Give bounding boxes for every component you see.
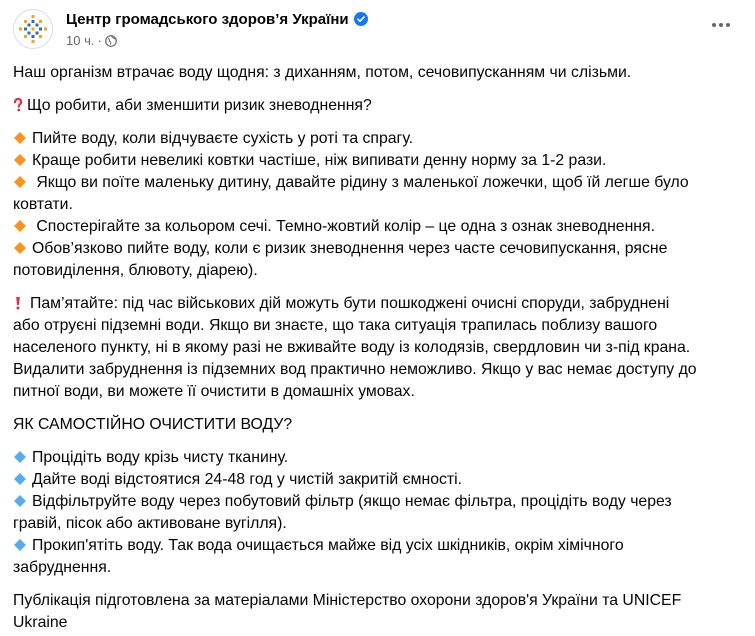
intro-text: Наш організм втрачає воду щодня: з диханням, потом, сечовипусканням чи слізьми. xyxy=(13,64,632,81)
orange-diamond-icon xyxy=(13,175,27,189)
more-options-icon[interactable] xyxy=(707,11,735,39)
blue-diamond-icon xyxy=(13,450,27,464)
post-header xyxy=(13,9,743,55)
warning-paragraph: Пам’ятайте: під час військових дій можуть бути пошкоджені очисні споруди, забруднені або отруєні підземні води. Якщо ви знаєте, що така ситуація трапилась поблизу вашого населеного пункту, ні в якому разі не вживайте воду із колодязів, свердловин чи з-під крана. Видалити забруднення із підземних вод практично неможливо. Якщо у вас немає доступу до питної води, ви можете її очистити в домашніх умовах. xyxy=(13,293,743,403)
question-text: Що робити, аби зменшити ризик зневоднення? xyxy=(27,97,372,114)
intro-paragraph xyxy=(13,62,743,84)
footer-line: Ukraine xyxy=(13,614,68,631)
warning-line: або отруєні підземні води. Якщо ви знаєте, що така ситуація трапилась поблизу вашого xyxy=(13,317,658,334)
list-item-continuation: потовиділення, блювоту, діарею). xyxy=(13,262,258,279)
page-avatar[interactable] xyxy=(13,9,53,49)
blue-diamond-icon xyxy=(13,494,27,508)
meta-separator: · xyxy=(97,33,102,48)
ornament-logo-icon xyxy=(17,13,49,45)
orange-diamond-icon xyxy=(13,241,27,255)
list-item: Обов’язково пийте воду, коли є ризик зневоднення через часте сечовипускання, рясне xyxy=(13,238,743,260)
list-item-continuation: ковтати. xyxy=(13,196,73,213)
section-heading: ЯК САМОСТІЙНО ОЧИСТИТИ ВОДУ? xyxy=(13,416,293,433)
list-item: Відфільтруйте воду через побутовий фільтр (якщо немає фільтра, процідіть воду через xyxy=(13,491,743,513)
post-timestamp[interactable]: 10 ч. xyxy=(66,33,95,48)
orange-diamond-icon xyxy=(13,131,27,145)
red-question-mark-icon xyxy=(13,98,23,112)
verified-badge-icon xyxy=(354,12,368,26)
page-name-text[interactable]: Центр громадського здоров’я України xyxy=(66,11,349,28)
warning-line: населеного пункту, ні в якому разі не вживайте воду із колодязів, свердловин чи з-під крана. xyxy=(13,339,691,356)
blue-diamond-icon xyxy=(13,472,27,486)
page-name[interactable] xyxy=(66,11,368,28)
list-item-continuation: забруднення. xyxy=(13,559,112,576)
list-item: Пийте воду, коли відчуваєте сухість у роті та спрагу. xyxy=(13,128,743,150)
list-item: Прокип'ятіть воду. Так вода очищається майже від усіх шкідників, окрім хімічного xyxy=(13,535,743,557)
list-item-continuation: гравій, пісок або активоване вугілля). xyxy=(13,515,287,532)
post-meta xyxy=(66,33,117,48)
orange-diamond-icon xyxy=(13,219,27,233)
warning-line: питної води, ви можете її очистити в домашніх умовах. xyxy=(13,383,415,400)
steps-list xyxy=(13,447,743,579)
post-body xyxy=(13,62,743,636)
list-item: Спостерігайте за кольором сечі. Темно-жовтий колір – це одна з ознак зневоднення. xyxy=(13,216,743,238)
blue-diamond-icon xyxy=(13,538,27,552)
footer-line: Публікація підготовлена за матеріалами Міністерство охорони здоров'я України та UNICEF xyxy=(13,592,682,609)
orange-diamond-icon xyxy=(13,153,27,167)
list-item: Процідіть воду крізь чисту тканину. xyxy=(13,447,743,469)
list-item: Якщо ви поїте маленьку дитину, давайте рідину з маленької ложечки, щоб їй легше було xyxy=(13,172,743,194)
list-item: Дайте воді відстоятися 24-48 год у чистій закритій ємності. xyxy=(13,469,743,491)
question-paragraph xyxy=(13,95,743,117)
tips-list xyxy=(13,128,743,282)
heading-paragraph xyxy=(13,414,743,436)
red-exclamation-icon xyxy=(13,296,23,310)
footer-paragraph xyxy=(13,590,743,634)
globe-icon[interactable] xyxy=(105,35,117,47)
list-item: Краще робити невеликі ковтки частіше, ніж випивати денну норму за 1-2 рази. xyxy=(13,150,743,172)
warning-line: Видалити забруднення із підземних вод практично неможливо. Якщо у вас немає доступу до xyxy=(13,361,697,378)
